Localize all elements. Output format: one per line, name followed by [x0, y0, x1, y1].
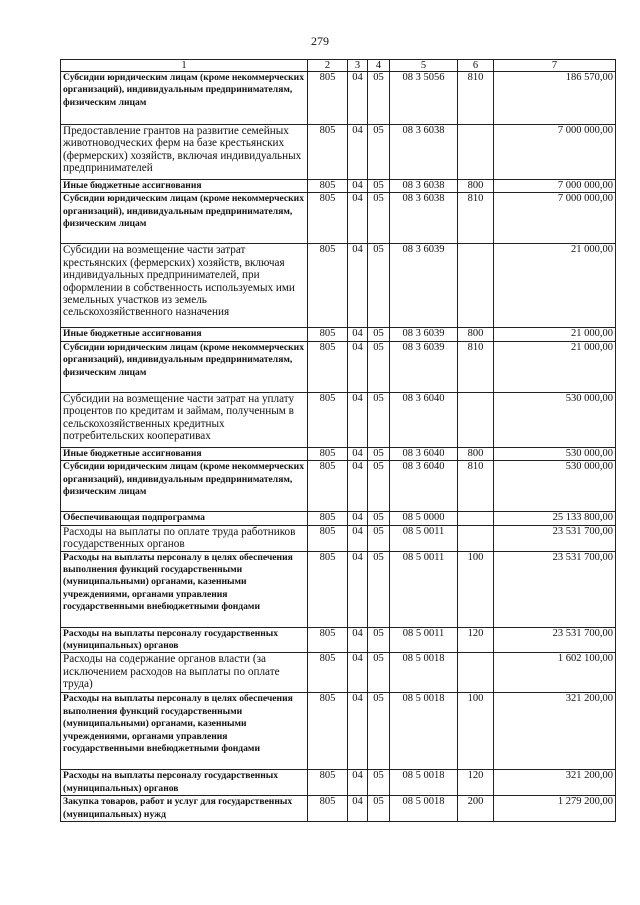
expense-type-code	[458, 244, 494, 328]
expense-type-code	[458, 512, 494, 525]
target-article-code: 08 3 6038	[390, 193, 458, 244]
admin-code: 805	[308, 770, 348, 796]
target-article-code: 08 3 6040	[390, 392, 458, 447]
amount: 530 000,00	[494, 447, 616, 460]
amount: 23 531 700,00	[494, 525, 616, 551]
budget-table	[60, 59, 616, 822]
amount: 7 000 000,00	[494, 193, 616, 244]
section-code: 04	[348, 392, 368, 447]
table-row	[61, 551, 616, 627]
subsection-code: 05	[368, 551, 390, 627]
subsection-code: 05	[368, 770, 390, 796]
table-row	[61, 180, 616, 193]
column-header: 6	[458, 60, 494, 72]
item-name: Расходы на выплаты персоналу государственных (муниципальных) органов	[61, 627, 308, 653]
expense-type-code: 800	[458, 328, 494, 341]
expense-type-code: 810	[458, 72, 494, 125]
expense-type-code: 800	[458, 447, 494, 460]
item-name: Субсидии юридическим лицам (кроме некоммерческих организаций), индивидуальным предпринимателям, физическим лицам	[61, 461, 308, 512]
target-article-code: 08 5 0000	[390, 512, 458, 525]
section-code: 04	[348, 328, 368, 341]
table-row	[61, 770, 616, 796]
amount: 23 531 700,00	[494, 551, 616, 627]
item-name: Субсидии на возмещение части затрат на уплату процентов по кредитам и займам, полученным в сельскохозяйственных кредитных потребительских кооперативах	[61, 392, 308, 447]
amount: 21 000,00	[494, 244, 616, 328]
subsection-code: 05	[368, 72, 390, 125]
admin-code: 805	[308, 193, 348, 244]
section-code: 04	[348, 551, 368, 627]
column-header: 1	[61, 60, 308, 72]
table-row	[61, 392, 616, 447]
target-article-code: 08 5 0018	[390, 770, 458, 796]
amount: 186 570,00	[494, 72, 616, 125]
amount: 1 279 200,00	[494, 796, 616, 822]
admin-code: 805	[308, 447, 348, 460]
section-code: 04	[348, 341, 368, 392]
expense-type-code: 100	[458, 693, 494, 770]
amount: 7 000 000,00	[494, 180, 616, 193]
section-code: 04	[348, 770, 368, 796]
table-row	[61, 525, 616, 551]
table-row	[61, 244, 616, 328]
table-row	[61, 693, 616, 770]
amount: 25 133 800,00	[494, 512, 616, 525]
table-row	[61, 796, 616, 822]
item-name: Закупка товаров, работ и услуг для государственных (муниципальных) нужд	[61, 796, 308, 822]
column-header: 3	[348, 60, 368, 72]
subsection-code: 05	[368, 693, 390, 770]
target-article-code: 08 3 6039	[390, 244, 458, 328]
subsection-code: 05	[368, 244, 390, 328]
admin-code: 805	[308, 72, 348, 125]
section-code: 04	[348, 72, 368, 125]
admin-code: 805	[308, 653, 348, 693]
header-row	[61, 60, 616, 72]
target-article-code: 08 3 6040	[390, 447, 458, 460]
subsection-code: 05	[368, 328, 390, 341]
amount: 530 000,00	[494, 461, 616, 512]
subsection-code: 05	[368, 341, 390, 392]
amount: 21 000,00	[494, 328, 616, 341]
page-number: 279	[311, 34, 329, 48]
subsection-code: 05	[368, 447, 390, 460]
target-article-code: 08 3 6038	[390, 180, 458, 193]
target-article-code: 08 3 5056	[390, 72, 458, 125]
subsection-code: 05	[368, 525, 390, 551]
item-name: Иные бюджетные ассигнования	[61, 447, 308, 460]
admin-code: 805	[308, 461, 348, 512]
admin-code: 805	[308, 512, 348, 525]
column-header: 7	[494, 60, 616, 72]
item-name: Расходы на выплаты персоналу в целях обеспечения выполнения функций государственными (муниципальными) органами, казенными учреждениями, органами управления государственными внебюджетными фондами	[61, 693, 308, 770]
target-article-code: 08 3 6040	[390, 461, 458, 512]
target-article-code: 08 3 6038	[390, 125, 458, 180]
admin-code: 805	[308, 244, 348, 328]
amount: 1 602 100,00	[494, 653, 616, 693]
admin-code: 805	[308, 551, 348, 627]
item-name: Субсидии юридическим лицам (кроме некоммерческих организаций), индивидуальным предпринимателям, физическим лицам	[61, 72, 308, 125]
item-name: Субсидии юридическим лицам (кроме некоммерческих организаций), индивидуальным предпринимателям, физическим лицам	[61, 341, 308, 392]
expense-type-code: 810	[458, 341, 494, 392]
amount: 530 000,00	[494, 392, 616, 447]
table-row	[61, 72, 616, 125]
section-code: 04	[348, 447, 368, 460]
admin-code: 805	[308, 627, 348, 653]
expense-type-code	[458, 525, 494, 551]
target-article-code: 08 5 0011	[390, 525, 458, 551]
section-code: 04	[348, 653, 368, 693]
admin-code: 805	[308, 341, 348, 392]
table-row	[61, 125, 616, 180]
expense-type-code	[458, 653, 494, 693]
item-name: Расходы на выплаты по оплате труда работников государственных органов	[61, 525, 308, 551]
table-row	[61, 653, 616, 693]
target-article-code: 08 3 6039	[390, 341, 458, 392]
column-header: 5	[390, 60, 458, 72]
column-header: 2	[308, 60, 348, 72]
section-code: 04	[348, 461, 368, 512]
table-row	[61, 341, 616, 392]
section-code: 04	[348, 693, 368, 770]
amount: 21 000,00	[494, 341, 616, 392]
subsection-code: 05	[368, 627, 390, 653]
expense-type-code: 810	[458, 461, 494, 512]
item-name: Иные бюджетные ассигнования	[61, 328, 308, 341]
column-header: 4	[368, 60, 390, 72]
admin-code: 805	[308, 125, 348, 180]
table-row	[61, 447, 616, 460]
subsection-code: 05	[368, 193, 390, 244]
admin-code: 805	[308, 525, 348, 551]
item-name: Субсидии юридическим лицам (кроме некоммерческих организаций), индивидуальным предпринимателям, физическим лицам	[61, 193, 308, 244]
target-article-code: 08 5 0018	[390, 796, 458, 822]
target-article-code: 08 5 0011	[390, 551, 458, 627]
subsection-code: 05	[368, 512, 390, 525]
expense-type-code	[458, 392, 494, 447]
section-code: 04	[348, 796, 368, 822]
admin-code: 805	[308, 796, 348, 822]
item-name: Обеспечивающая подпрограмма	[61, 512, 308, 525]
expense-type-code: 810	[458, 193, 494, 244]
amount: 7 000 000,00	[494, 125, 616, 180]
target-article-code: 08 5 0011	[390, 627, 458, 653]
admin-code: 805	[308, 392, 348, 447]
expense-type-code	[458, 125, 494, 180]
table-row	[61, 627, 616, 653]
table-row	[61, 512, 616, 525]
section-code: 04	[348, 125, 368, 180]
target-article-code: 08 3 6039	[390, 328, 458, 341]
subsection-code: 05	[368, 125, 390, 180]
item-name: Иные бюджетные ассигнования	[61, 180, 308, 193]
item-name: Расходы на выплаты персоналу в целях обеспечения выполнения функций государственными (муниципальными) органами, казенными учреждениями, органами управления государственными внебюджетными фондами	[61, 551, 308, 627]
expense-type-code: 800	[458, 180, 494, 193]
subsection-code: 05	[368, 392, 390, 447]
section-code: 04	[348, 244, 368, 328]
admin-code: 805	[308, 328, 348, 341]
item-name: Предоставление грантов на развитие семейных животноводческих ферм на базе крестьянских (фермерских) хозяйств, включая индивидуальных предпринимателей	[61, 125, 308, 180]
subsection-code: 05	[368, 653, 390, 693]
section-code: 04	[348, 627, 368, 653]
table-row	[61, 328, 616, 341]
section-code: 04	[348, 193, 368, 244]
target-article-code: 08 5 0018	[390, 653, 458, 693]
amount: 23 531 700,00	[494, 627, 616, 653]
expense-type-code: 200	[458, 796, 494, 822]
admin-code: 805	[308, 180, 348, 193]
admin-code: 805	[308, 693, 348, 770]
item-name: Расходы на выплаты персоналу государственных (муниципальных) органов	[61, 770, 308, 796]
expense-type-code: 100	[458, 551, 494, 627]
amount: 321 200,00	[494, 770, 616, 796]
section-code: 04	[348, 512, 368, 525]
item-name: Субсидии на возмещение части затрат крестьянских (фермерских) хозяйств, включая индивидуальных предпринимателей, при оформлении в собственность используемых ими земельных участков из земель сельскохозяйственного назначения	[61, 244, 308, 328]
section-code: 04	[348, 180, 368, 193]
subsection-code: 05	[368, 461, 390, 512]
expense-type-code: 120	[458, 770, 494, 796]
subsection-code: 05	[368, 796, 390, 822]
table-row	[61, 193, 616, 244]
section-code: 04	[348, 525, 368, 551]
subsection-code: 05	[368, 180, 390, 193]
amount: 321 200,00	[494, 693, 616, 770]
expense-type-code: 120	[458, 627, 494, 653]
item-name: Расходы на содержание органов власти (за исключением расходов на выплаты по оплате труда)	[61, 653, 308, 693]
target-article-code: 08 5 0018	[390, 693, 458, 770]
table-row	[61, 461, 616, 512]
